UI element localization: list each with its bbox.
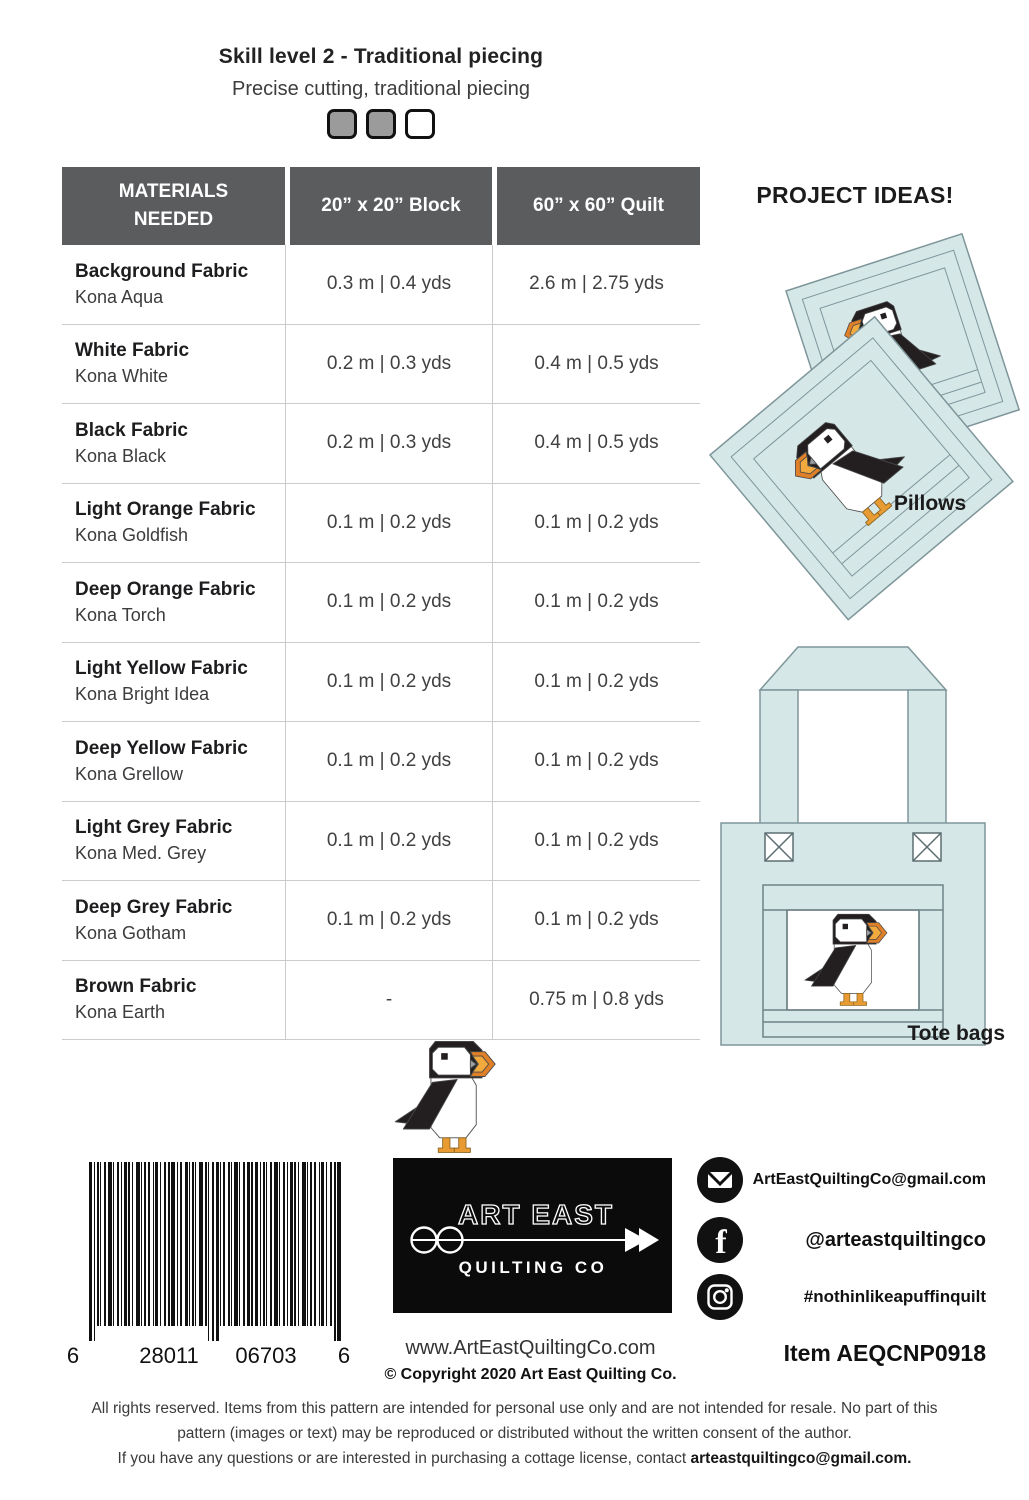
contact-email: ArtEastQuiltingCo@gmail.com	[752, 1171, 986, 1188]
pillows-illustration	[688, 213, 1029, 623]
facebook-icon	[696, 1216, 744, 1264]
skill-title: Skill level 2 - Traditional piecing	[218, 45, 544, 68]
block-yardage: 0.3 m | 0.4 yds	[285, 245, 492, 324]
table-row	[62, 881, 700, 961]
barcode-digit: 6	[337, 1343, 351, 1366]
material-fabric: Kona Aqua	[75, 286, 164, 307]
copyright-notice: © Copyright 2020 Art East Quilting Co.	[384, 1366, 677, 1383]
quilt-yardage: 0.75 m | 0.8 yds	[492, 961, 700, 1040]
quilt-yardage: 0.1 m | 0.2 yds	[492, 563, 700, 642]
quilt-yardage: 0.4 m | 0.5 yds	[492, 404, 700, 483]
material-fabric: Kona Black	[75, 445, 167, 466]
puffin-pair-illustration	[393, 1040, 673, 1160]
facebook-handle: @arteastquiltingco	[805, 1228, 986, 1251]
column-header-block: 20” x 20” Block	[285, 167, 492, 245]
tote-bag-illustration	[703, 633, 1003, 1053]
instagram-hashtag: #nothinlikeapuffinquilt	[803, 1287, 986, 1306]
contact-facebook-row	[696, 1216, 986, 1264]
svg-text:f: f	[715, 1224, 727, 1261]
material-fabric: Kona Goldfish	[75, 525, 189, 546]
website-url: www.ArtEastQuiltingCo.com	[405, 1337, 656, 1359]
pillows-label: Pillows	[893, 492, 967, 515]
column-header-materials: MATERIALS NEEDED	[62, 167, 285, 245]
material-name: Light Orange Fabric	[75, 499, 256, 521]
material-name: Deep Yellow Fabric	[75, 737, 248, 759]
skill-box-empty-icon	[405, 109, 435, 139]
block-yardage: 0.1 m | 0.2 yds	[285, 802, 492, 881]
material-fabric: Kona Gotham	[75, 922, 187, 943]
item-number: Item AEQCNP0918	[783, 1340, 986, 1366]
instagram-icon	[696, 1273, 744, 1321]
quilt-yardage: 0.1 m | 0.2 yds	[492, 643, 700, 722]
table-row	[62, 325, 700, 405]
legal-line-3: If you have any questions or are interested in purchasing a cottage license, contact arteastquiltingco@gmail.com.	[117, 1450, 912, 1467]
column-header-quilt: 60” x 60” Quilt	[492, 167, 700, 245]
block-yardage: 0.1 m | 0.2 yds	[285, 643, 492, 722]
material-name: Light Grey Fabric	[75, 817, 233, 839]
material-fabric: Kona Bright Idea	[75, 684, 210, 705]
material-fabric: Kona Earth	[75, 1002, 166, 1023]
logo-subtitle: QUILTING CO	[458, 1258, 608, 1277]
material-fabric: Kona Torch	[75, 604, 166, 625]
quilt-yardage: 0.1 m | 0.2 yds	[492, 881, 700, 960]
legal-line-1: All rights reserved. Items from this pattern are intended for personal use only and are not intended for resale. No part of this	[91, 1400, 938, 1417]
block-yardage: -	[285, 961, 492, 1040]
barcode-digit: 6	[66, 1343, 80, 1366]
quilt-yardage: 0.1 m | 0.2 yds	[492, 802, 700, 881]
legal-line-2: pattern (images or text) may be reproduced or distributed without the written consent of the author.	[177, 1425, 852, 1442]
material-name: Light Yellow Fabric	[75, 658, 248, 680]
material-name: Background Fabric	[75, 260, 249, 282]
barcode	[55, 1158, 355, 1366]
material-name: Deep Grey Fabric	[75, 896, 233, 918]
legal-text	[0, 1396, 1029, 1471]
contact-instagram-row	[696, 1273, 986, 1321]
table-row	[62, 563, 700, 643]
block-yardage: 0.2 m | 0.3 yds	[285, 325, 492, 404]
barcode-digits: 06703	[235, 1343, 297, 1366]
barcode-digits: 28011	[139, 1343, 199, 1366]
table-row	[62, 961, 700, 1041]
skill-subtitle: Precise cutting, traditional piecing	[232, 78, 530, 100]
material-name: Black Fabric	[75, 419, 188, 441]
art-east-logo	[393, 1158, 672, 1313]
material-name: Deep Orange Fabric	[75, 578, 256, 600]
block-yardage: 0.2 m | 0.3 yds	[285, 404, 492, 483]
block-yardage: 0.1 m | 0.2 yds	[285, 722, 492, 801]
material-name: White Fabric	[75, 340, 190, 362]
quilt-yardage: 0.1 m | 0.2 yds	[492, 484, 700, 563]
skill-header	[62, 45, 700, 139]
materials-table-header	[62, 167, 700, 245]
material-fabric: Kona White	[75, 366, 169, 387]
license-contact-email: arteastquiltingco@gmail.com.	[690, 1450, 912, 1467]
quilt-yardage: 2.6 m | 2.75 yds	[492, 245, 700, 324]
table-row	[62, 404, 700, 484]
block-yardage: 0.1 m | 0.2 yds	[285, 484, 492, 563]
skill-box-filled-icon	[366, 109, 396, 139]
materials-table	[62, 167, 700, 1040]
table-row	[62, 484, 700, 564]
logo-wordmark: ART EAST	[458, 1199, 614, 1230]
skill-level-indicator	[62, 109, 700, 139]
table-row	[62, 245, 700, 325]
material-fabric: Kona Grellow	[75, 763, 184, 784]
block-yardage: 0.1 m | 0.2 yds	[285, 563, 492, 642]
envelope-icon	[696, 1156, 744, 1204]
material-name: Brown Fabric	[75, 976, 197, 998]
project-ideas-title: PROJECT IDEAS!	[756, 182, 954, 208]
tote-bags-label: Tote bags	[907, 1022, 1005, 1045]
quilt-yardage: 0.1 m | 0.2 yds	[492, 722, 700, 801]
material-fabric: Kona Med. Grey	[75, 843, 207, 864]
block-yardage: 0.1 m | 0.2 yds	[285, 881, 492, 960]
contact-email-row	[696, 1156, 986, 1204]
quilt-yardage: 0.4 m | 0.5 yds	[492, 325, 700, 404]
skill-box-filled-icon	[327, 109, 357, 139]
table-row	[62, 802, 700, 882]
table-row	[62, 722, 700, 802]
table-row	[62, 643, 700, 723]
